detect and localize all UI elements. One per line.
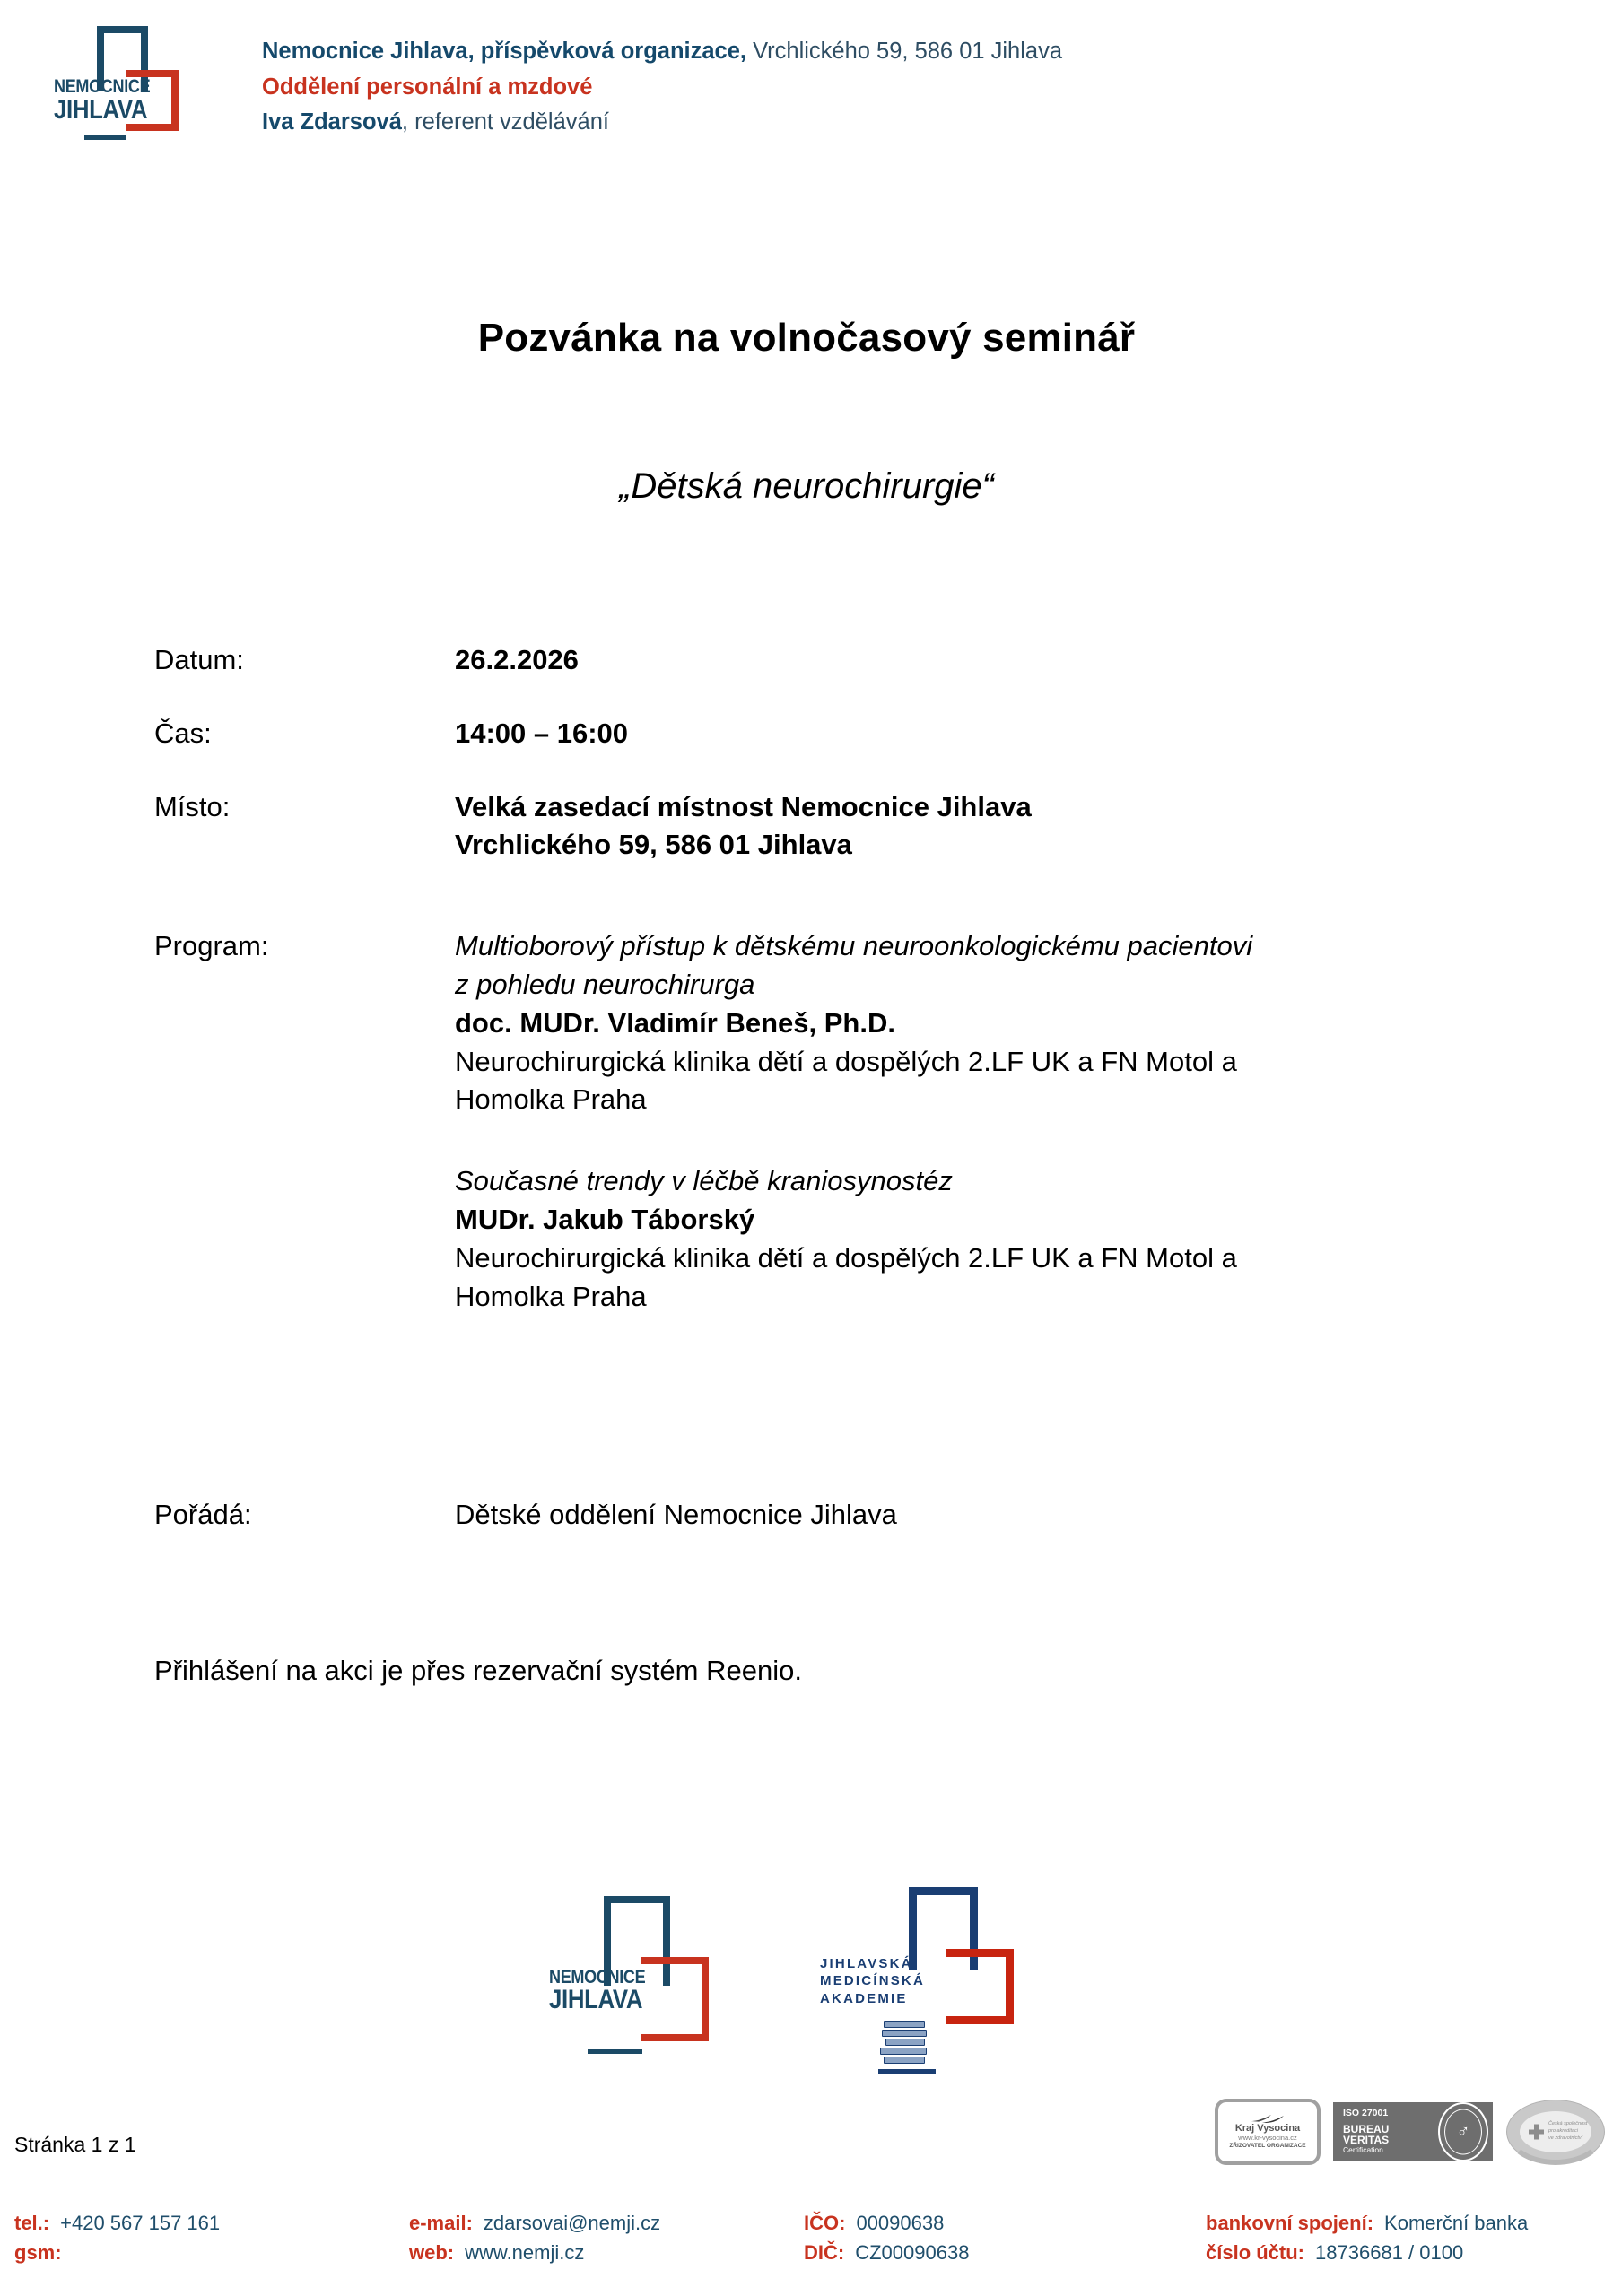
logo-mark bbox=[54, 23, 179, 140]
footer-account-value: 18736681 / 0100 bbox=[1315, 2241, 1464, 2265]
footer-account-key: číslo účtu: bbox=[1206, 2241, 1305, 2265]
bv-certification: Certification bbox=[1343, 2145, 1383, 2155]
footer-logos bbox=[0, 1892, 1613, 2090]
csak-text-line3: ve zdravotnictví bbox=[1548, 2135, 1583, 2141]
document-header bbox=[0, 0, 1613, 179]
place-label: Místo: bbox=[154, 790, 231, 822]
place-value-line1: Velká zasedací místnost Nemocnice Jihlava bbox=[455, 790, 1032, 822]
program-label: Program: bbox=[154, 930, 269, 962]
footer-tel-value: +420 567 157 161 bbox=[60, 2212, 221, 2234]
talk-affiliation-line1: Neurochirurgická klinika dětí a dospělých 2.LF UK a FN Motol a bbox=[455, 1241, 1237, 1274]
logo-wordmark-line2: JIHLAVA bbox=[549, 1985, 643, 2015]
books-icon bbox=[878, 2019, 936, 2074]
jihlavska-medicinska-akademie-logo bbox=[812, 1887, 1014, 2075]
csak-text bbox=[1548, 2121, 1591, 2143]
logo-underline bbox=[84, 135, 127, 140]
logo-mark bbox=[549, 1892, 711, 2054]
header-contact-person: Iva Zdarsová bbox=[262, 109, 402, 135]
footer-email-value[interactable]: zdarsovai@nemji.cz bbox=[483, 2212, 661, 2234]
header-person-line bbox=[262, 111, 1338, 135]
date-value: 26.2.2026 bbox=[455, 644, 579, 675]
footer-column-bank bbox=[1199, 2208, 1599, 2268]
footer-ico-key: IČO: bbox=[804, 2212, 846, 2234]
hospital-logo bbox=[54, 23, 179, 140]
footer-tel-key: tel.: bbox=[14, 2212, 50, 2234]
logo-wordmark bbox=[549, 1966, 646, 2015]
jma-mark bbox=[812, 1887, 1014, 2075]
detail-row-time bbox=[154, 715, 1500, 752]
footer-tel-row bbox=[14, 2208, 409, 2238]
jma-wordmark-line2: MEDICÍNSKÁ bbox=[820, 1973, 926, 1989]
csak-accreditation-badge bbox=[1505, 2097, 1606, 2167]
program-value bbox=[455, 927, 1500, 1316]
talk-speaker: MUDr. Jakub Táborský bbox=[455, 1203, 755, 1235]
kraj-url: www.kr-vysocina.cz bbox=[1238, 2133, 1297, 2142]
bureau-veritas-badge bbox=[1333, 2102, 1493, 2161]
talk-speaker: doc. MUDr. Vladimír Beneš, Ph.D. bbox=[455, 1006, 895, 1039]
header-contact-role: , referent vzdělávání bbox=[401, 109, 609, 135]
talk-title-line2: z pohledu neurochirurga bbox=[455, 969, 755, 1001]
books-base bbox=[878, 2069, 936, 2074]
footer-email-row bbox=[409, 2208, 804, 2238]
medical-cross-icon bbox=[1529, 2125, 1544, 2140]
detail-row-program bbox=[154, 927, 1500, 1316]
talk-title-line1: Současné trendy v léčbě kraniosynostéz bbox=[455, 1165, 953, 1197]
kraj-subtitle: ZŘIZOVATEL ORGANIZACE bbox=[1229, 2142, 1306, 2149]
logo-wordmark-line1: NEMOCNICE bbox=[549, 1966, 646, 1987]
contact-footer bbox=[14, 2208, 1599, 2268]
header-org-address: Vrchlického 59, 586 01 Jihlava bbox=[746, 39, 1063, 64]
csak-text-line1: Česká společnost bbox=[1548, 2121, 1588, 2127]
event-details bbox=[154, 641, 1500, 1352]
header-department-line bbox=[262, 76, 1338, 100]
logo-wordmark-line1: NEMOCNICE bbox=[54, 76, 151, 98]
bureau-veritas-text bbox=[1333, 2102, 1434, 2161]
footer-gsm-key: gsm: bbox=[14, 2241, 62, 2265]
footer-web-value[interactable]: www.nemji.cz bbox=[465, 2241, 585, 2265]
footer-bank-value: Komerční banka bbox=[1384, 2212, 1529, 2234]
footer-account-row bbox=[1206, 2238, 1599, 2267]
detail-row-organizer bbox=[154, 1496, 1500, 1534]
registration-note: Přihlášení na akci je přes rezervační systém Reenio. bbox=[154, 1655, 802, 1686]
page-title: Pozvánka na volnočasový seminář bbox=[477, 316, 1136, 360]
footer-ico-row bbox=[804, 2208, 1199, 2238]
footer-web-row bbox=[409, 2238, 804, 2267]
page-number: Stránka 1 z 1 bbox=[14, 2133, 136, 2156]
program-spacer bbox=[455, 1119, 1500, 1162]
footer-email-key: e-mail: bbox=[409, 2212, 473, 2234]
bird-icon bbox=[1250, 2114, 1286, 2123]
footer-column-web bbox=[409, 2208, 804, 2268]
date-label: Datum: bbox=[154, 644, 244, 675]
footer-dic-value: CZ00090638 bbox=[855, 2241, 970, 2265]
logo-wordmark bbox=[54, 76, 151, 125]
jma-red-bracket-icon bbox=[946, 1949, 1015, 2024]
footer-bank-row bbox=[1206, 2208, 1599, 2238]
footer-dic-key: DIČ: bbox=[804, 2241, 845, 2265]
time-value: 14:00 – 16:00 bbox=[455, 717, 629, 749]
organizer-label: Pořádá: bbox=[154, 1499, 252, 1530]
jma-wordmark bbox=[820, 1955, 946, 2008]
program-talk bbox=[455, 927, 1500, 1119]
header-org-name: Nemocnice Jihlava, příspěvková organizace, bbox=[262, 39, 746, 64]
csak-text-line2: pro akreditaci bbox=[1548, 2128, 1579, 2135]
bv-iso-standard: ISO 27001 bbox=[1343, 2107, 1389, 2118]
footer-column-ids bbox=[804, 2208, 1199, 2268]
place-value-line2: Vrchlického 59, 586 01 Jihlava bbox=[455, 828, 852, 860]
footer-web-key: web: bbox=[409, 2241, 455, 2265]
header-text-block bbox=[262, 40, 1338, 135]
detail-row-place bbox=[154, 788, 1500, 864]
logo-red-bracket-icon bbox=[641, 1957, 710, 2041]
bv-name: BUREAU VERITAS bbox=[1343, 2123, 1390, 2147]
jma-wordmark-line1: JIHLAVSKÁ bbox=[820, 1955, 913, 1971]
footer-column-phone bbox=[14, 2208, 409, 2268]
talk-title-line1: Multioborový přístup k dětskému neuroonkologickému pacientovi bbox=[455, 930, 1253, 962]
talk-affiliation-line1: Neurochirurgická klinika dětí a dospělých 2.LF UK a FN Motol a bbox=[455, 1045, 1237, 1077]
kraj-title: Kraj Vysocina bbox=[1234, 2122, 1301, 2134]
detail-row-date bbox=[154, 641, 1500, 679]
bureau-veritas-seal-icon: ♂ bbox=[1434, 2102, 1493, 2161]
talk-affiliation-line2: Homolka Praha bbox=[455, 1280, 647, 1312]
logo-underline bbox=[588, 2049, 642, 2054]
place-value bbox=[455, 788, 1500, 864]
talk-affiliation-line2: Homolka Praha bbox=[455, 1083, 647, 1116]
logo-wordmark-line2: JIHLAVA bbox=[54, 94, 148, 125]
footer-hospital-logo bbox=[549, 1892, 711, 2054]
header-organization-line bbox=[262, 40, 1338, 64]
organizer-value: Dětské oddělení Nemocnice Jihlava bbox=[455, 1499, 897, 1530]
footer-gsm-row bbox=[14, 2238, 409, 2267]
header-department: Oddělení personální a mzdové bbox=[262, 74, 593, 100]
footer-bank-key: bankovní spojení: bbox=[1206, 2212, 1374, 2234]
kraj-vysocina-badge bbox=[1215, 2099, 1321, 2165]
certification-badges bbox=[1215, 2097, 1606, 2167]
time-label: Čas: bbox=[154, 717, 212, 749]
footer-ico-value: 00090638 bbox=[856, 2212, 945, 2234]
jma-wordmark-line3: AKADEMIE bbox=[820, 1991, 908, 2007]
page-subtitle: „Dětská neurochirurgie“ bbox=[619, 466, 994, 506]
program-talk bbox=[455, 1162, 1500, 1316]
footer-dic-row bbox=[804, 2238, 1199, 2267]
